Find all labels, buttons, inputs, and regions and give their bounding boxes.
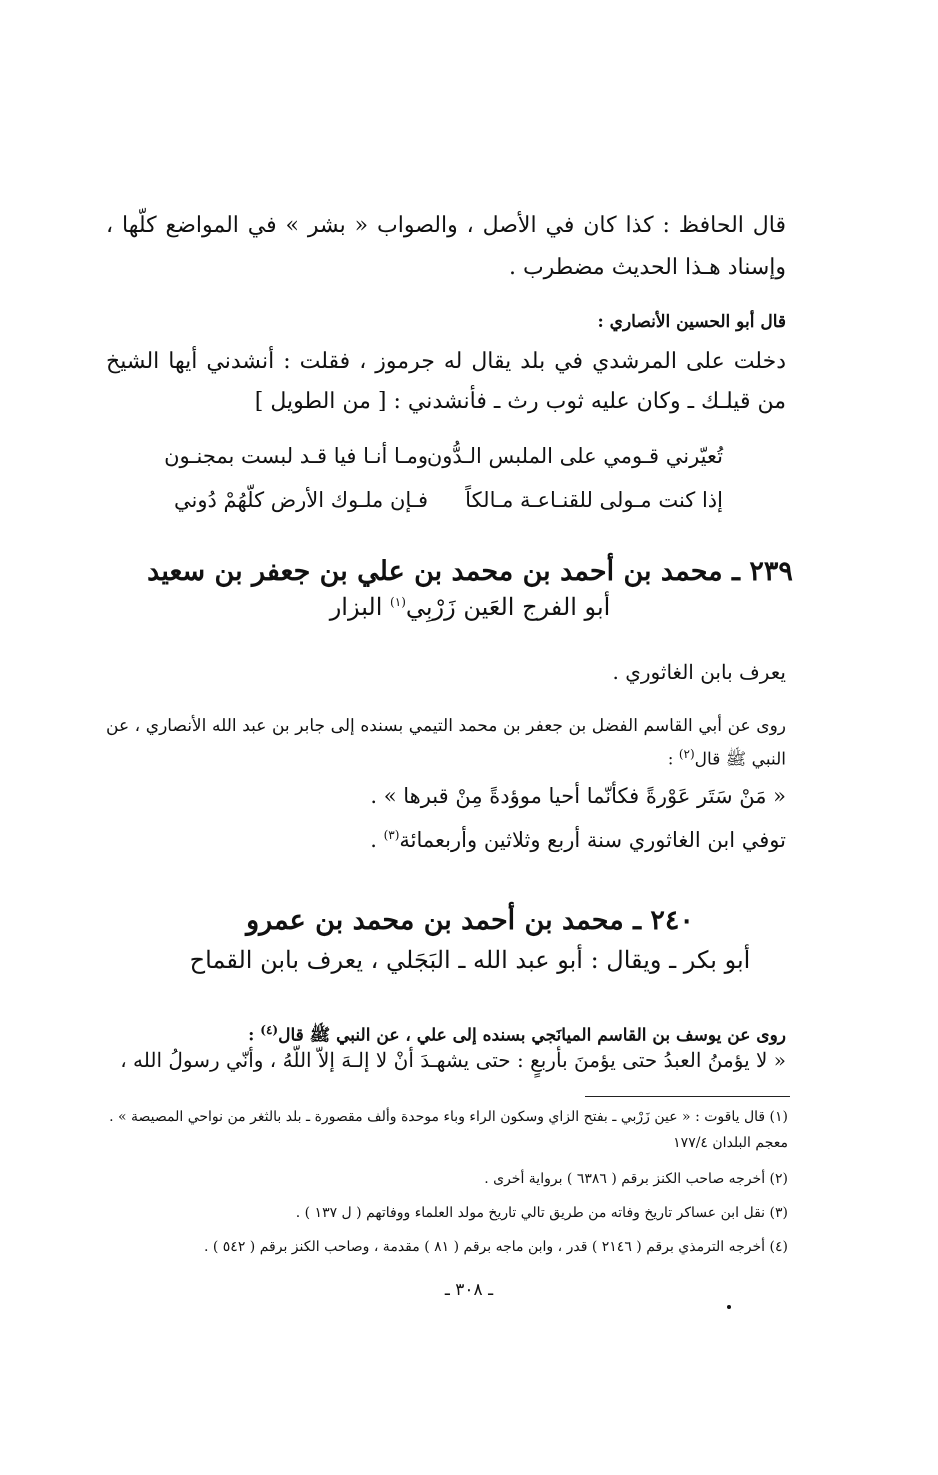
entry-239-isnad: روى عن أبي القاسم الفضل بن جعفر بن محمد التيمي بسنده إلى جابر بن عبد الله الأنصاري ، عن النبي ﷺ قال$^{(٢)}$ : [106, 716, 786, 770]
entry-240-subtitle: أبو بكر ـ ويقال : أبو عبد الله ـ البَجَلي ، يعرف بابن القماح [189, 946, 751, 974]
poem-hemistich-first: إذا كنت مـولى للقنـاعـة مـالكاً [465, 488, 723, 512]
anecdote-paragraph: دخلت على المرشدي في بلد يقال له جرموز ، فقلت : أنشدني أيها الشيخ من قيلـك ـ وكان عليه ثوب رث ـ فأنشدني : [ من الطويل ] [106, 349, 786, 414]
entry-239-title: ٢٣٩ ـ محمد بن أحمد بن محمد بن علي بن جعفر بن سعيد [147, 556, 793, 587]
poem-hemistich-second: ومـا أنـا فيا قـد لبست بمجنـون [164, 444, 428, 468]
entry-239-known-as: يعرف بابن الغاثوري . [612, 660, 786, 684]
poem-verse [163, 478, 723, 522]
poem [163, 434, 723, 522]
entry-240-title: ٢٤٠ ـ محمد بن أحمد بن محمد بن عمرو [246, 905, 694, 936]
entry-240-hadith: « لا يؤمنُ العبدُ حتى يؤمنَ بأربعٍ : حتى يشهـدَ أنْ لا إلـهَ إلاّ اللّهُ ، وأنّي رسولُ الله ، [120, 1048, 786, 1072]
footnote-separator [585, 1096, 790, 1097]
scan-speck [727, 1305, 731, 1309]
poem-hemistich-first: تُعيّرني قـومي على الملبس الـدُّون [426, 444, 723, 468]
entry-239-death: توفي ابن الغاثوري سنة أربع وثلاثين وأربعمائة$^{(٣)}$ . [370, 828, 786, 852]
page-number: ـ ٣٠٨ ـ [444, 1280, 494, 1300]
entry-239-heading [110, 556, 830, 621]
narrator-line: قال أبو الحسين الأنصاري : [597, 312, 786, 332]
footnote-ref: (١) [390, 595, 406, 609]
footnote: (٤) أخرجه الترمذي برقم ( ٢١٤٦ ) قدر ، وابن ماجه برقم ( ٨١ ) مقدمة ، وصاحب الكنز برقم ( ٥٤٢ ) . [203, 1239, 788, 1255]
footnote: (١) قال ياقوت : « عين زَرْبي ـ بفتح الزاي وسكون الراء وباء موحدة وألف مقصورة ـ بلد بالثغر من نواحي المصيصة » . معجم البلدان ١٧٧/٤ [109, 1109, 788, 1151]
poem-hemistich-second: فـإن ملـوك الأرض كلّهُمْ دُوني [173, 488, 428, 512]
entry-239-subtitle: أبو الفرج العَين زَرْبِي$^{(١)}$ البزار [329, 593, 611, 621]
footnote: (٣) نقل ابن عساكر تاريخ وفاته من طريق تالي تاريخ مولد العلماء ووفاتهم ( ل ١٣٧ ) . [295, 1205, 788, 1221]
footnote-ref: (٢) [678, 747, 695, 761]
entry-240-isnad: روى عن يوسف بن القاسم الميانَجي بسنده إلى علي ، عن النبي ﷺ قال$^{(٤)}$ : [248, 1023, 786, 1046]
entry-239-hadith: « مَنْ سَتَر عَوْرةً فكأنّما أحيا موؤدةً مِنْ قبرها » . [370, 784, 786, 808]
poem-verse [163, 434, 723, 478]
footnote-ref: (٤) [260, 1023, 279, 1037]
footnote: (٢) أخرجه صاحب الكنز برقم ( ٦٣٨٦ ) برواية أخرى . [484, 1171, 788, 1187]
entry-240-heading [110, 905, 830, 974]
intro-paragraph: قال الحافظ : كذا كان في الأصل ، والصواب « بشر » في المواضع كلّها ، وإسناد هـذا الحديث مضطرب . [106, 213, 786, 280]
footnote-ref: (٣) [383, 828, 400, 842]
